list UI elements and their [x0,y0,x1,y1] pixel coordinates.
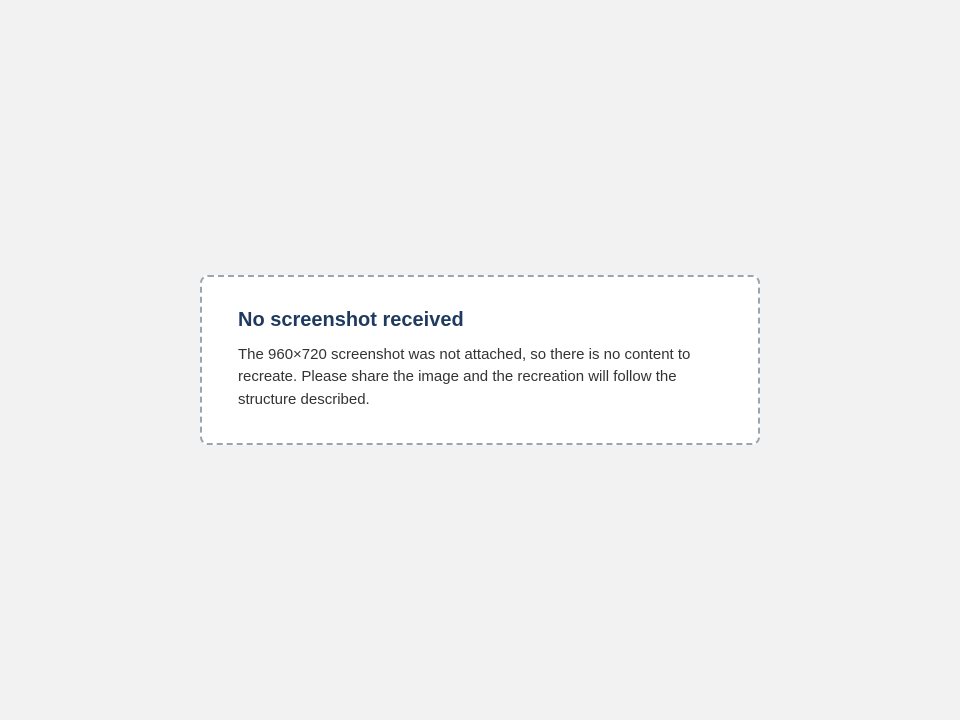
notice-message: The 960×720 screenshot was not attached, so there is no content to recreate. Please share the image and the recreation will follow the structure described. [238,345,691,408]
notice-title: No screenshot received [238,308,464,331]
missing-screenshot-notice [200,275,760,446]
